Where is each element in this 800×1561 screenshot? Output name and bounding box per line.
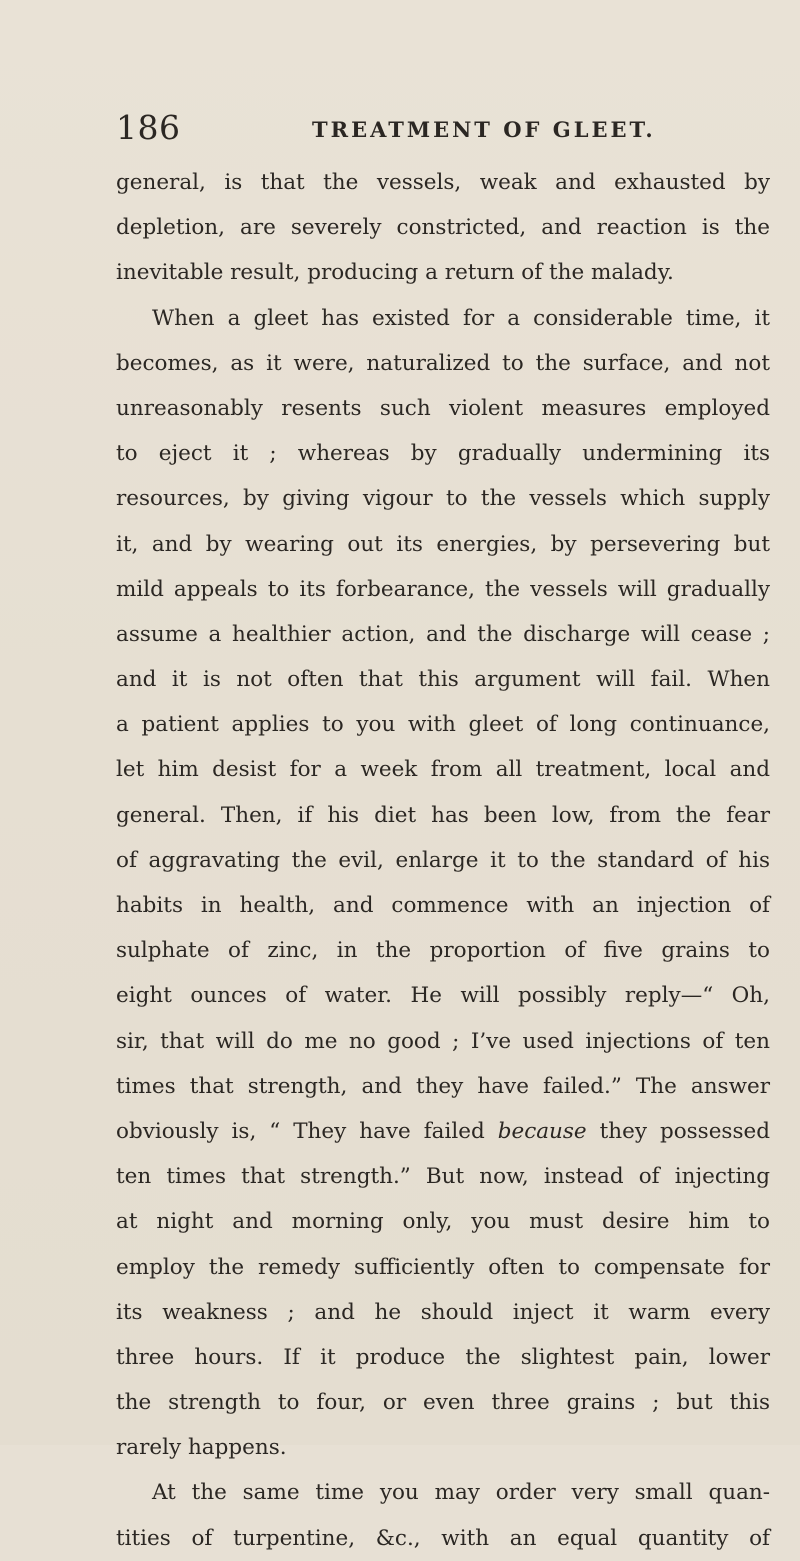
page-number: 186: [116, 108, 181, 147]
text-line: depletion, are severely constricted, and reaction is the: [116, 215, 770, 241]
running-head: TREATMENT OF GLEET.: [312, 117, 656, 142]
text-line: When a gleet has existed for a considerable time, it: [152, 305, 770, 331]
text-line: its weakness ; and he should inject it warm every: [116, 1299, 770, 1325]
text-line: to eject it ; whereas by gradually undermining its: [116, 441, 770, 467]
text-line: employ the remedy sufficiently often to compensate for: [116, 1254, 770, 1280]
text-line: sulphate of zinc, in the proportion of five grains to: [116, 938, 770, 964]
text-line: ten times that strength.” But now, instead of injecting: [116, 1164, 770, 1190]
italic-word: because: [497, 1118, 587, 1144]
text-line: at night and morning only, you must desire him to: [116, 1209, 770, 1235]
text-line: general, is that the vessels, weak and exhausted by: [116, 170, 770, 195]
text-line-with-italic: [116, 1109, 770, 1154]
text-line: inevitable result, producing a return of the malady.: [116, 260, 674, 286]
text-line: three hours. If it produce the slightest pain, lower: [116, 1344, 770, 1370]
text-line: eight ounces of water. He will possibly reply—“ Oh,: [116, 983, 770, 1009]
page-header: [116, 106, 676, 150]
text-line: resources, by giving vigour to the vessels which supply: [116, 486, 770, 512]
text-line: the strength to four, or even three grains ; but this: [116, 1390, 770, 1416]
text-segment: they possessed: [586, 1118, 770, 1144]
body-text: [116, 160, 770, 1561]
text-line: becomes, as it were, naturalized to the surface, and not: [116, 350, 770, 376]
text-line: habits in health, and commence with an injection of: [116, 893, 770, 918]
text-line: of aggravating the evil, enlarge it to the standard of his: [116, 847, 770, 873]
text-line: unreasonably resents such violent measures employed: [116, 395, 770, 421]
text-line: mild appeals to its forbearance, the vessels will gradually: [116, 576, 770, 602]
text-line: times that strength, and they have failed.” The answer: [116, 1073, 770, 1099]
text-line: rarely happens.: [116, 1435, 287, 1461]
text-line: general. Then, if his diet has been low, from the fear: [116, 802, 770, 828]
text-segment: obviously is, “ They have failed: [116, 1118, 498, 1144]
text-line: let him desist for a week from all treatment, local and: [116, 757, 770, 783]
text-line: sir, that will do me no good ; I’ve used injections of ten: [116, 1028, 770, 1054]
text-line: a patient applies to you with gleet of long continuance,: [116, 712, 770, 738]
text-line: tities of turpentine, &c., with an equal quantity of: [116, 1525, 770, 1551]
text-line: it, and by wearing out its energies, by persevering but: [116, 531, 770, 557]
text-line: assume a healthier action, and the discharge will cease ;: [116, 621, 770, 647]
text-line: and it is not often that this argument will fail. When: [116, 667, 770, 693]
text-line: At the same time you may order very small quan-: [152, 1480, 770, 1506]
